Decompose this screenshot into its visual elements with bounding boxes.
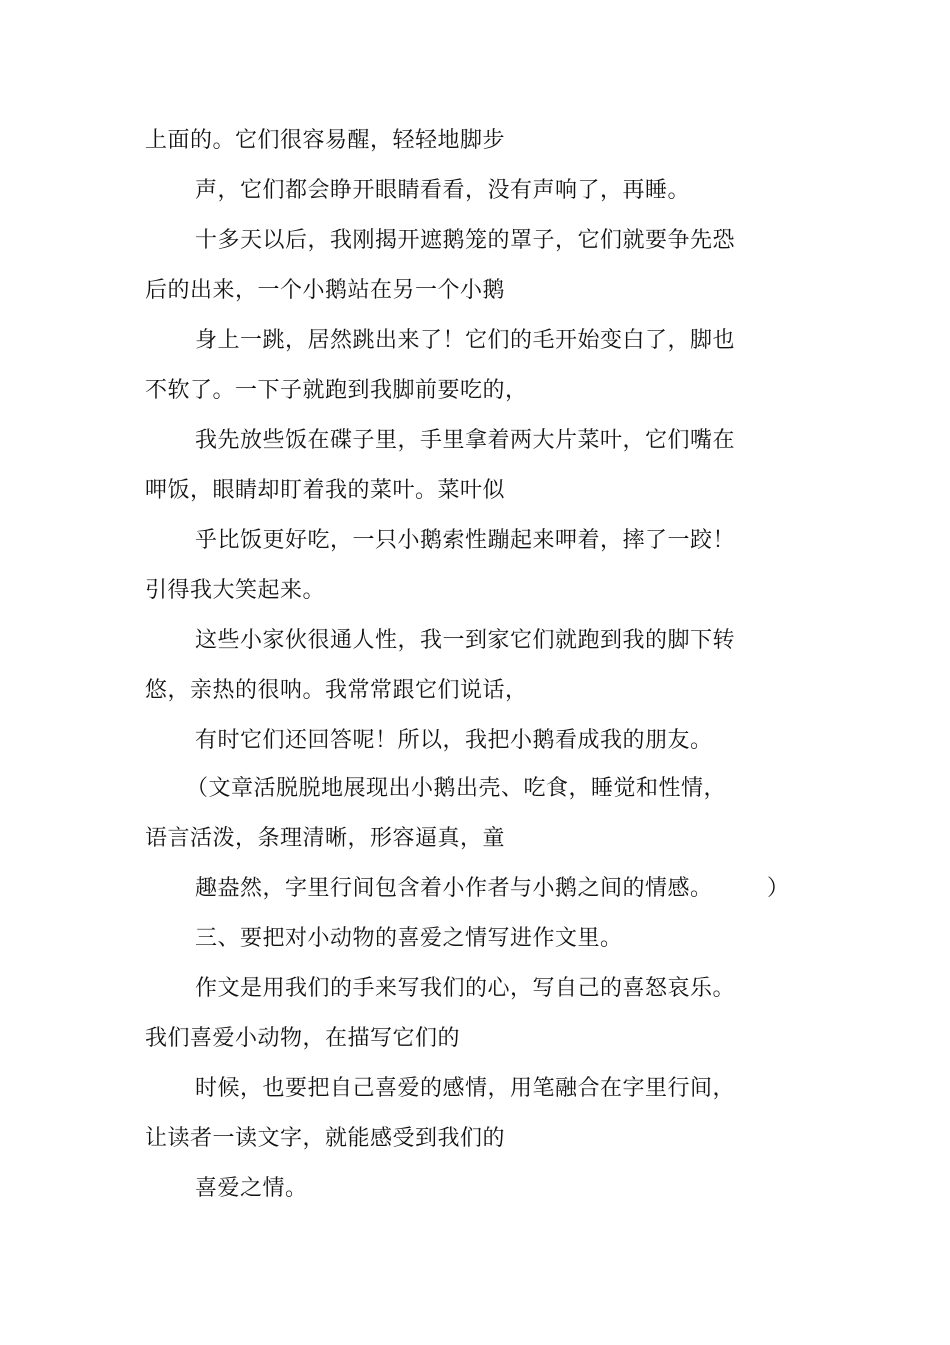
text-line: 不软了。一下子就跑到我脚前要吃的， [145, 378, 528, 403]
text-line: 呷饭，眼睛却盯着我的菜叶。菜叶似 [145, 478, 506, 503]
text-line: 十多天以后，我刚揭开遮鹅笼的罩子，它们就要争先恐 [195, 228, 736, 253]
text-line: 这些小家伙很通人性，我一到家它们就跑到我的脚下转 [195, 628, 736, 653]
text-line: 喜爱之情。 [195, 1176, 308, 1201]
text-line: （文章活脱脱地展现出小鹅出壳、吃食，睡觉和性情， [186, 776, 727, 801]
section-heading: 三、要把对小动物的喜爱之情写进作文里。 [195, 926, 623, 951]
text-line: 身上一跳，居然跳出来了！它们的毛开始变白了，脚也 [195, 328, 736, 353]
text-line: 我先放些饭在碟子里，手里拿着两大片菜叶，它们嘴在 [195, 428, 736, 453]
text-line: 让读者一读文字，就能感受到我们的 [145, 1126, 506, 1151]
text-line: 上面的。它们很容易醒，轻轻地脚步 [145, 128, 506, 153]
text-line: 悠，亲热的很呐。我常常跟它们说话， [145, 678, 528, 703]
text-line: 有时它们还回答呢！所以，我把小鹅看成我的朋友。 [195, 728, 713, 753]
text-line: 乎比饭更好吃，一只小鹅索性蹦起来呷着，摔了一跤！ [195, 528, 736, 553]
text-line: 语言活泼，条理清晰，形容逼真，童 [145, 826, 506, 851]
text-line: 声，它们都会睁开眼睛看看，没有声响了，再睡。 [195, 178, 691, 203]
text-line: 时候，也要把自己喜爱的感情，用笔融合在字里行间， [195, 1076, 736, 1101]
text-line: 作文是用我们的手来写我们的心，写自己的喜怒哀乐。 [195, 976, 736, 1001]
text-line: 我们喜爱小动物，在描写它们的 [145, 1026, 461, 1051]
text-line: 趣盎然，字里行间包含着小作者与小鹅之间的情感。 [195, 876, 713, 901]
text-line: 后的出来，一个小鹅站在另一个小鹅 [145, 278, 506, 303]
text-line: 引得我大笑起来。 [145, 578, 326, 603]
closing-parenthesis: ） [767, 876, 790, 901]
